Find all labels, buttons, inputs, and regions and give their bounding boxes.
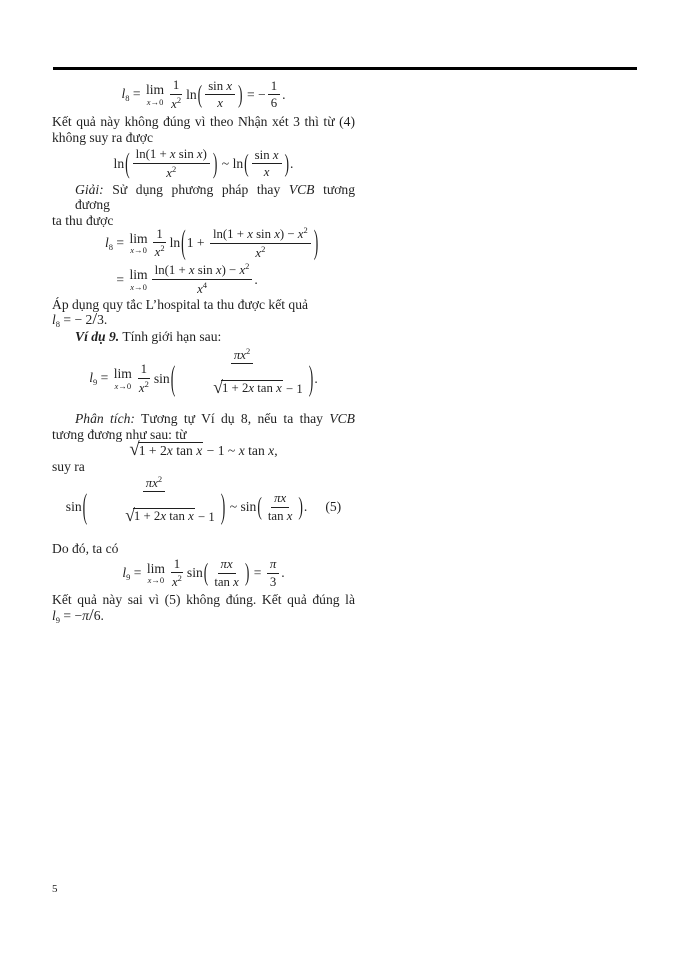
close-paren: ) xyxy=(220,486,226,526)
math-token: 1 + 2 xyxy=(133,509,161,524)
limit-operator xyxy=(130,232,148,255)
limit-operator xyxy=(130,268,148,291)
limit-operator xyxy=(146,83,164,106)
limit-operator xyxy=(147,562,165,585)
math-token: Tương tự Ví dụ 8, nếu ta thay xyxy=(134,411,330,427)
math-token: x xyxy=(147,575,152,586)
math-token: π xyxy=(145,475,153,490)
math-token: x xyxy=(160,509,167,524)
fraction xyxy=(136,362,152,395)
math-function: ln xyxy=(169,235,181,251)
paragraph-lhospital: Áp dụng quy tắc L’hospital ta thu được kết quả xyxy=(52,296,309,312)
math-token: . xyxy=(100,607,104,623)
close-paren: ) xyxy=(284,148,290,178)
math-token: tan xyxy=(267,508,287,523)
fraction xyxy=(210,226,311,260)
math-expression xyxy=(52,309,108,330)
math-token: x xyxy=(171,96,177,111)
math-token: tan xyxy=(214,574,234,589)
math-token: x xyxy=(154,245,161,260)
math-tilde: ~ xyxy=(226,499,241,515)
math-token: , xyxy=(274,442,278,458)
frac-denominator xyxy=(194,280,210,297)
math-token: ln(1 + xyxy=(212,227,248,242)
math-token: Ví dụ 9. xyxy=(75,329,120,345)
frac-numerator: 1 xyxy=(170,78,182,95)
lim-subscript xyxy=(130,246,147,255)
math-token: π xyxy=(269,557,277,572)
equation-number: (5) xyxy=(325,499,342,515)
frac-denominator: 6 xyxy=(270,96,278,111)
math-token: sin xyxy=(252,227,275,242)
math-token: = − 2 xyxy=(60,312,93,328)
math-token: x xyxy=(272,147,279,162)
math-token: x xyxy=(248,381,255,396)
math-token: 1 + 2 xyxy=(221,381,249,396)
math-token: l xyxy=(105,234,109,250)
frac-numerator: 1 xyxy=(153,227,165,244)
math-token: . xyxy=(103,312,108,328)
open-paren: ( xyxy=(170,358,176,398)
close-paren: ) xyxy=(298,491,303,521)
math-token: ) xyxy=(202,147,207,162)
square-root xyxy=(125,505,195,526)
math-token: x xyxy=(280,490,287,505)
math-token: x xyxy=(274,227,280,242)
paragraph-vidu9 xyxy=(52,329,355,345)
math-lhs xyxy=(89,370,112,387)
paragraph-phantich-line1 xyxy=(52,411,355,427)
math-token: 3 xyxy=(97,312,104,328)
formula-sin-equivalence xyxy=(52,475,355,539)
math-token: 6 xyxy=(93,607,101,623)
math-token: VCB xyxy=(288,181,315,197)
fraction xyxy=(205,79,235,111)
math-function: sin xyxy=(65,499,82,515)
square-root xyxy=(129,439,203,461)
math-token: x xyxy=(169,147,176,162)
open-paren: ( xyxy=(257,491,262,521)
paragraph-phantich-line2: tương đương như sau: từ xyxy=(52,426,187,442)
math-token: = xyxy=(129,86,144,102)
math-token: 9 xyxy=(93,377,98,388)
radical-icon: √ xyxy=(213,376,223,397)
math-equals: = xyxy=(113,271,128,287)
math-token: →0 xyxy=(150,96,164,107)
frac-numerator: 1 xyxy=(171,557,183,574)
math-token: x xyxy=(255,245,262,260)
lim-subscript xyxy=(115,382,132,391)
lim-label: lim xyxy=(129,266,148,282)
paragraph-giai-line2: ta thu được xyxy=(52,212,114,228)
math-token: 2 xyxy=(261,243,266,254)
text-tokens xyxy=(75,411,355,426)
math-token: x xyxy=(226,78,233,93)
math-token: sin xyxy=(194,263,216,278)
math-period: . xyxy=(314,370,318,386)
fraction xyxy=(211,557,242,589)
lim-subscript xyxy=(147,98,164,107)
math-token: tương đương xyxy=(75,181,355,213)
math-token: l xyxy=(52,607,56,623)
math-text xyxy=(283,382,303,397)
math-token: 2 xyxy=(245,345,251,356)
open-paren: ( xyxy=(244,148,249,178)
text-tokens xyxy=(75,182,355,213)
formula-l8-value xyxy=(52,309,355,330)
frac-denominator xyxy=(261,164,273,180)
square-root xyxy=(213,376,283,397)
frac-denominator xyxy=(136,379,152,396)
math-token: tan xyxy=(254,381,277,396)
math-token: →0 xyxy=(134,245,147,256)
open-paren: ( xyxy=(125,147,130,179)
frac-denominator xyxy=(267,574,279,590)
math-token: x xyxy=(297,227,304,242)
math-token: 1 + 2 xyxy=(138,443,167,459)
frac-numerator: 1 xyxy=(138,362,150,379)
math-token: sin xyxy=(175,147,197,162)
frac-denominator xyxy=(252,244,268,261)
lim-label: lim xyxy=(113,366,132,382)
math-function: sin xyxy=(153,370,170,386)
frac-denominator xyxy=(214,95,226,111)
math-token: x xyxy=(130,281,135,292)
math-token: = xyxy=(130,564,145,580)
math-token: →0 xyxy=(118,380,132,391)
math-equals: = xyxy=(113,235,128,251)
math-token: l xyxy=(121,86,126,102)
math-token: tan xyxy=(172,443,197,459)
frac-denominator xyxy=(169,573,185,590)
frac-denominator xyxy=(265,508,296,524)
math-lhs xyxy=(105,235,113,252)
math-token: − 1 xyxy=(194,510,215,525)
math-token: sin xyxy=(208,78,227,93)
math-token: x xyxy=(238,442,245,458)
formula-l8-derivation-line2 xyxy=(105,262,355,296)
math-equals: = − xyxy=(243,86,266,102)
math-token: 8 xyxy=(55,319,61,330)
fraction xyxy=(152,227,168,260)
math-token: = − xyxy=(60,607,83,623)
radicand xyxy=(133,508,195,524)
math-token: ) − xyxy=(221,263,240,278)
math-token: x xyxy=(171,575,178,590)
frac-numerator xyxy=(218,557,236,574)
math-token: x xyxy=(130,245,135,256)
math-token: x xyxy=(197,282,203,297)
formula-l9-definition xyxy=(52,347,355,411)
math-text xyxy=(203,443,277,459)
frac-denominator xyxy=(152,243,168,260)
math-token: x xyxy=(166,165,172,180)
math-lhs xyxy=(122,86,145,103)
formula-ln-equivalence xyxy=(52,147,355,180)
lim-label: lim xyxy=(146,82,165,98)
math-token: π xyxy=(82,607,89,623)
math-token: tan xyxy=(244,442,269,458)
radicand xyxy=(138,442,204,459)
math-token: − 1 xyxy=(282,381,303,396)
math-token: tan xyxy=(166,509,189,524)
math-function: ln xyxy=(232,155,244,171)
fraction xyxy=(133,147,210,180)
frac-denominator xyxy=(178,364,306,411)
paragraph-wrong-result-line1: Kết quả này không đúng vì theo Nhận xét 3 thì từ (4) xyxy=(52,114,355,130)
frac-numerator xyxy=(133,147,210,164)
fraction xyxy=(90,475,218,539)
frac-numerator xyxy=(252,148,282,165)
math-token: π xyxy=(274,490,281,505)
math-token: ) − xyxy=(279,227,298,242)
frac-numerator xyxy=(143,475,165,493)
math-token: x xyxy=(196,443,203,459)
math-period: . xyxy=(290,155,294,171)
math-period: . xyxy=(254,271,258,287)
math-token: 3 xyxy=(269,574,277,589)
math-token: →0 xyxy=(151,575,165,586)
fraction xyxy=(252,148,282,180)
math-expression xyxy=(52,604,104,625)
math-token: Tính giới hạn sau: xyxy=(119,329,222,345)
math-lhs xyxy=(122,565,145,582)
math-token: − 1 ~ xyxy=(203,442,239,458)
math-token: 2 xyxy=(144,378,149,389)
math-token: Giải: xyxy=(75,181,104,197)
math-token: x xyxy=(240,347,246,362)
frac-denominator xyxy=(211,574,242,590)
open-paren: ( xyxy=(197,79,203,108)
math-token: 2 xyxy=(303,225,308,236)
formula-sqrt-equivalence xyxy=(52,439,355,461)
math-token: l xyxy=(89,370,94,386)
math-token: l xyxy=(122,564,127,580)
text-tokens xyxy=(75,329,221,344)
math-token: l xyxy=(52,312,56,328)
math-token: x xyxy=(166,443,173,459)
lim-label: lim xyxy=(146,560,165,576)
paragraph-dodo: Do đó, ta có xyxy=(52,541,119,557)
limit-operator xyxy=(114,367,132,390)
math-token: 8 xyxy=(108,241,114,252)
frac-numerator xyxy=(231,347,253,365)
frac-numerator xyxy=(267,557,279,574)
fraction xyxy=(265,491,296,523)
fraction xyxy=(152,262,253,296)
lim-label: lim xyxy=(129,230,148,246)
math-token: x xyxy=(188,509,194,524)
math-text: 1 + xyxy=(186,235,208,251)
radical-icon: √ xyxy=(125,505,135,526)
fraction xyxy=(267,557,279,589)
paragraph-wrong-result-line2: không suy ra được xyxy=(52,129,154,145)
fraction xyxy=(168,78,184,111)
paragraph-conclusion: Kết quả này sai vì (5) không đúng. Kết quả đúng là xyxy=(52,591,355,607)
math-token: 2 xyxy=(177,573,182,584)
math-token: x xyxy=(114,380,119,391)
math-token: / xyxy=(92,309,98,329)
close-paren: ) xyxy=(308,358,314,398)
math-token: ln(1 + xyxy=(154,263,189,278)
math-token: ln(1 + xyxy=(135,147,170,162)
fraction xyxy=(169,557,185,590)
math-token: x xyxy=(188,263,195,278)
math-text xyxy=(195,510,215,525)
math-function: sin xyxy=(240,499,257,515)
fraction xyxy=(268,79,280,111)
frac-numerator xyxy=(210,226,311,244)
math-tilde: ~ xyxy=(218,155,233,171)
close-paren: ) xyxy=(313,223,319,261)
math-equals: = xyxy=(250,565,265,581)
frac-numerator: 1 xyxy=(268,79,280,96)
math-token: x xyxy=(263,165,270,180)
math-token: 9 xyxy=(55,614,61,625)
page-number: 5 xyxy=(52,883,58,895)
math-token: x xyxy=(268,442,275,458)
math-token: VCB xyxy=(329,411,355,427)
paragraph-giai-line1 xyxy=(52,182,355,213)
formula-l8-derivation-line1 xyxy=(105,223,355,261)
math-period: . xyxy=(282,86,286,102)
paragraph-suyra: suy ra xyxy=(52,459,85,475)
formula-l9-wrong-result xyxy=(52,557,355,590)
math-token: 9 xyxy=(126,571,131,582)
math-token: / xyxy=(88,604,94,624)
close-paren: ) xyxy=(212,147,218,179)
math-token: →0 xyxy=(134,281,147,292)
math-token: Sử dụng phương pháp thay xyxy=(103,181,289,197)
math-token: π xyxy=(220,557,227,572)
math-token: sin xyxy=(254,147,273,162)
math-function: sin xyxy=(186,565,203,581)
lim-subscript xyxy=(130,283,147,292)
math-function: ln xyxy=(186,86,197,102)
fraction xyxy=(178,347,306,411)
close-paren: ) xyxy=(244,558,250,587)
math-token: x xyxy=(286,508,293,523)
math-token: 8 xyxy=(125,93,130,104)
math-token: π xyxy=(233,347,241,362)
math-token: x xyxy=(152,475,158,490)
lim-subscript xyxy=(148,576,165,585)
frac-numerator xyxy=(271,491,289,508)
math-token: 2 xyxy=(160,243,165,254)
math-token: 4 xyxy=(202,280,207,291)
math-token: Phân tích: xyxy=(75,411,135,427)
math-token: x xyxy=(276,381,282,396)
math-token: = xyxy=(97,370,112,386)
math-token: 2 xyxy=(157,473,163,484)
frac-numerator xyxy=(152,262,253,280)
math-token: x xyxy=(138,380,145,395)
math-token: x xyxy=(239,263,246,278)
math-token: x xyxy=(233,574,239,589)
math-period: . xyxy=(281,565,285,581)
frac-denominator xyxy=(90,492,218,539)
math-token: x xyxy=(247,227,253,242)
math-token: x xyxy=(146,96,151,107)
math-period: . xyxy=(303,499,308,515)
math-token: 2 xyxy=(171,163,177,174)
close-paren: ) xyxy=(238,79,243,108)
math-token: 2 xyxy=(245,261,250,272)
formula-l8-result xyxy=(52,78,355,111)
math-token: 2 xyxy=(176,94,182,105)
frac-denominator xyxy=(163,164,179,181)
formula-l9-correct-value xyxy=(52,604,355,625)
math-token: x xyxy=(226,557,233,572)
radicand xyxy=(221,380,283,396)
math-token: x xyxy=(196,147,203,162)
math-function: ln xyxy=(113,155,125,171)
open-paren: ( xyxy=(82,486,88,526)
math-token: x xyxy=(217,96,223,111)
open-paren: ( xyxy=(203,558,209,587)
math-token: x xyxy=(215,263,222,278)
document-body xyxy=(52,0,355,625)
frac-numerator xyxy=(205,79,235,96)
radical-icon: √ xyxy=(129,439,140,461)
frac-denominator xyxy=(168,95,184,112)
open-paren: ( xyxy=(181,223,186,261)
